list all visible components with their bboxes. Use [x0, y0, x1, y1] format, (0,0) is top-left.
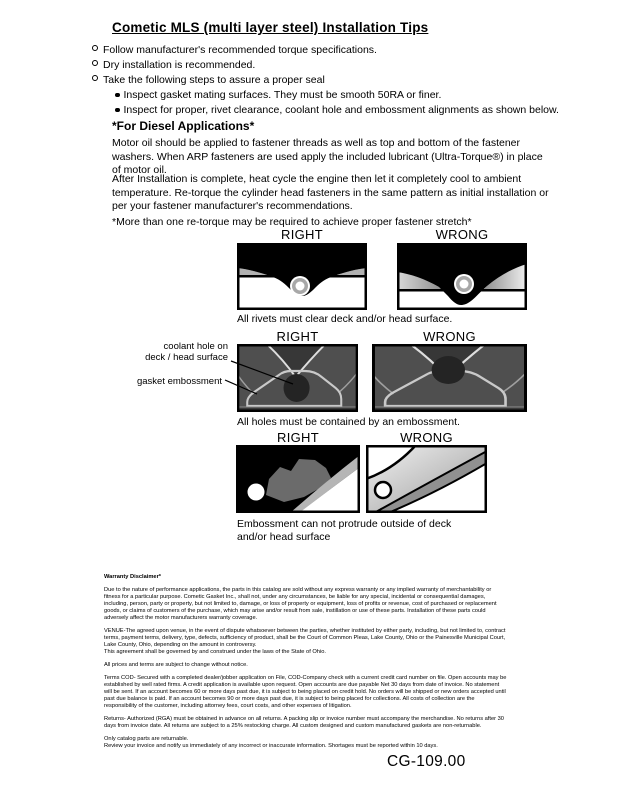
disclaimer-paragraph: All prices and terms are subject to change without notice. — [104, 662, 248, 668]
disclaimer-paragraph: Only catalog parts are returnable. — [104, 736, 189, 742]
pair3-caption: Embossment can not protrude outside of deck and/or head surface — [237, 518, 452, 543]
rivet-icon — [454, 274, 474, 294]
bolt-hole-icon — [248, 484, 265, 501]
tip-text: Inspect for proper, rivet clearance, coolant hole and embossment alignments as shown below. — [123, 104, 559, 116]
disclaimer-paragraph: VENUE-The agreed upon venue, in the event of dispute whatsoever between the parties, whether instituted by either party, including, but not limited to, contract terms, payment terms, delivery, type, defects, sufficiency of product, shall be the Court of Common Pleas, Lake County, Ohio or the Painesville Municipal Court, Lake County, Ohio, depending on the amount in controversy. — [104, 628, 506, 648]
disclaimer-paragraph: Terms COD- Secured with a completed dealer/jobber application on File, COD-Company check with a current credit card number on file. Open accounts may be established by well rated firms. A credit application is available upon request. Open accounts are due payable Net 30 days from date of invoice. No statement will be sent. If an account becomes 60 or more days past due, it is subject to being placed on credit hold. No orders will be shipped or new orders accepted until past due balance is paid. If an account becomes 90 or more days past due, it is subject to being placed for collections. All costs of collection are the responsibility of the customer, including attorney fees, court costs, and other expenses of litigation. — [104, 675, 507, 709]
tip-subrow — [92, 103, 562, 118]
tip-text: Inspect gasket mating surfaces. They must be smooth 50RA or finer. — [123, 89, 442, 101]
disclaimer-heading: Warranty Disclaimer* — [104, 574, 162, 580]
disclaimer-paragraph: Review your invoice and notify us immediately of any incorrect or inaccurate information. Shortages must be reported within 10 days. — [104, 743, 438, 749]
disclaimer-paragraph: This agreement shall be governed by and construed under the laws of the State of Ohio. — [104, 649, 326, 655]
pair2-caption: All holes must be contained by an embossment. — [237, 416, 460, 428]
coolant-hole-icon — [284, 374, 310, 402]
tip-row — [92, 43, 562, 58]
diagram-embossment-right — [237, 344, 358, 412]
coolant-hole-label: coolant hole on deck / head surface — [145, 341, 228, 363]
open-bullet-icon — [92, 60, 98, 66]
diagram-deck-edge-right — [236, 445, 360, 513]
diagram-rivet-right — [237, 243, 367, 310]
rivet-icon — [290, 276, 310, 296]
open-bullet-icon — [92, 75, 98, 81]
installation-tips-list — [92, 43, 562, 118]
open-bullet-icon — [92, 45, 98, 51]
disclaimer-paragraph: Due to the nature of performance applications, the parts in this catalog are sold without any express warranty or any implied warranty of merchantability or fitness for a particular purpose. Cometic Gasket Inc., shall not, under any circumstances, be liable for any special, incidental or consequential damages, including, person, party or property, but not limited to, damage, or loss of property or equipment, loss of profits or revenue, cost of purchased or replacement goods, or claims of customers of the purchase, which may arise and/or result from sale, instillation or use of these parts. Installation of these parts could adversely affect the motor manufacturers warranty coverage. — [104, 587, 497, 621]
page-title: Cometic MLS (multi layer steel) Installation Tips — [112, 20, 429, 35]
tip-row — [92, 73, 562, 88]
tip-subrow — [92, 88, 562, 103]
wrong-label-3: WRONG — [400, 430, 453, 445]
coolant-hole-icon — [432, 356, 465, 384]
bolt-hole-icon — [375, 482, 391, 498]
doc-number: CG-109.00 — [387, 753, 466, 770]
diagram-rivet-wrong — [397, 243, 527, 310]
filled-bullet-icon — [115, 93, 120, 98]
gasket-embossment-label: gasket embossment — [136, 376, 222, 387]
wrong-label-2: WRONG — [423, 329, 476, 344]
tip-text: Take the following steps to assure a proper seal — [103, 74, 325, 86]
pair1-caption: All rivets must clear deck and/or head surface. — [237, 313, 453, 325]
diesel-heading: *For Diesel Applications* — [112, 119, 255, 133]
tip-row — [92, 58, 562, 73]
filled-bullet-icon — [115, 108, 120, 113]
wrong-label-1: WRONG — [435, 227, 489, 242]
diagram-embossment-wrong — [372, 344, 527, 412]
disclaimer-paragraph: Returns- Authorized (RGA) must be obtained in advance on all returns. A packing slip or invoice number must accompany the merchandise. No returns after 30 days from invoice date. All returns are subject to a 25% restocking charge. All custom designed and custom manufactured gaskets are non-returnable. — [104, 716, 504, 729]
tip-text: Follow manufacturer's recommended torque specifications. — [103, 44, 377, 56]
retorque-note: *More than one re-torque may be required to achieve proper fastener stretch* — [112, 216, 472, 228]
right-label-2: RIGHT — [276, 329, 319, 344]
tip-text: Dry installation is recommended. — [103, 59, 256, 71]
warranty-disclaimer — [104, 574, 508, 750]
diesel-paragraph-1: Motor oil should be applied to fastener threads as well as top and bottom of the fastener washers. When ARP fasteners are used apply the included lubricant (Ultra-Torque®) in place of motor oil. — [112, 137, 543, 176]
diesel-paragraph-2: After Installation is complete, heat cycle the engine then let it completely cool to ambient temperature. Re-torque the cylinder head fasteners in the same pattern as initial installation or per your fastener manufacturer's recommendations. — [112, 173, 549, 212]
right-label-3: RIGHT — [277, 430, 319, 445]
right-label-1: RIGHT — [281, 227, 323, 242]
diagram-deck-edge-wrong — [366, 445, 487, 513]
